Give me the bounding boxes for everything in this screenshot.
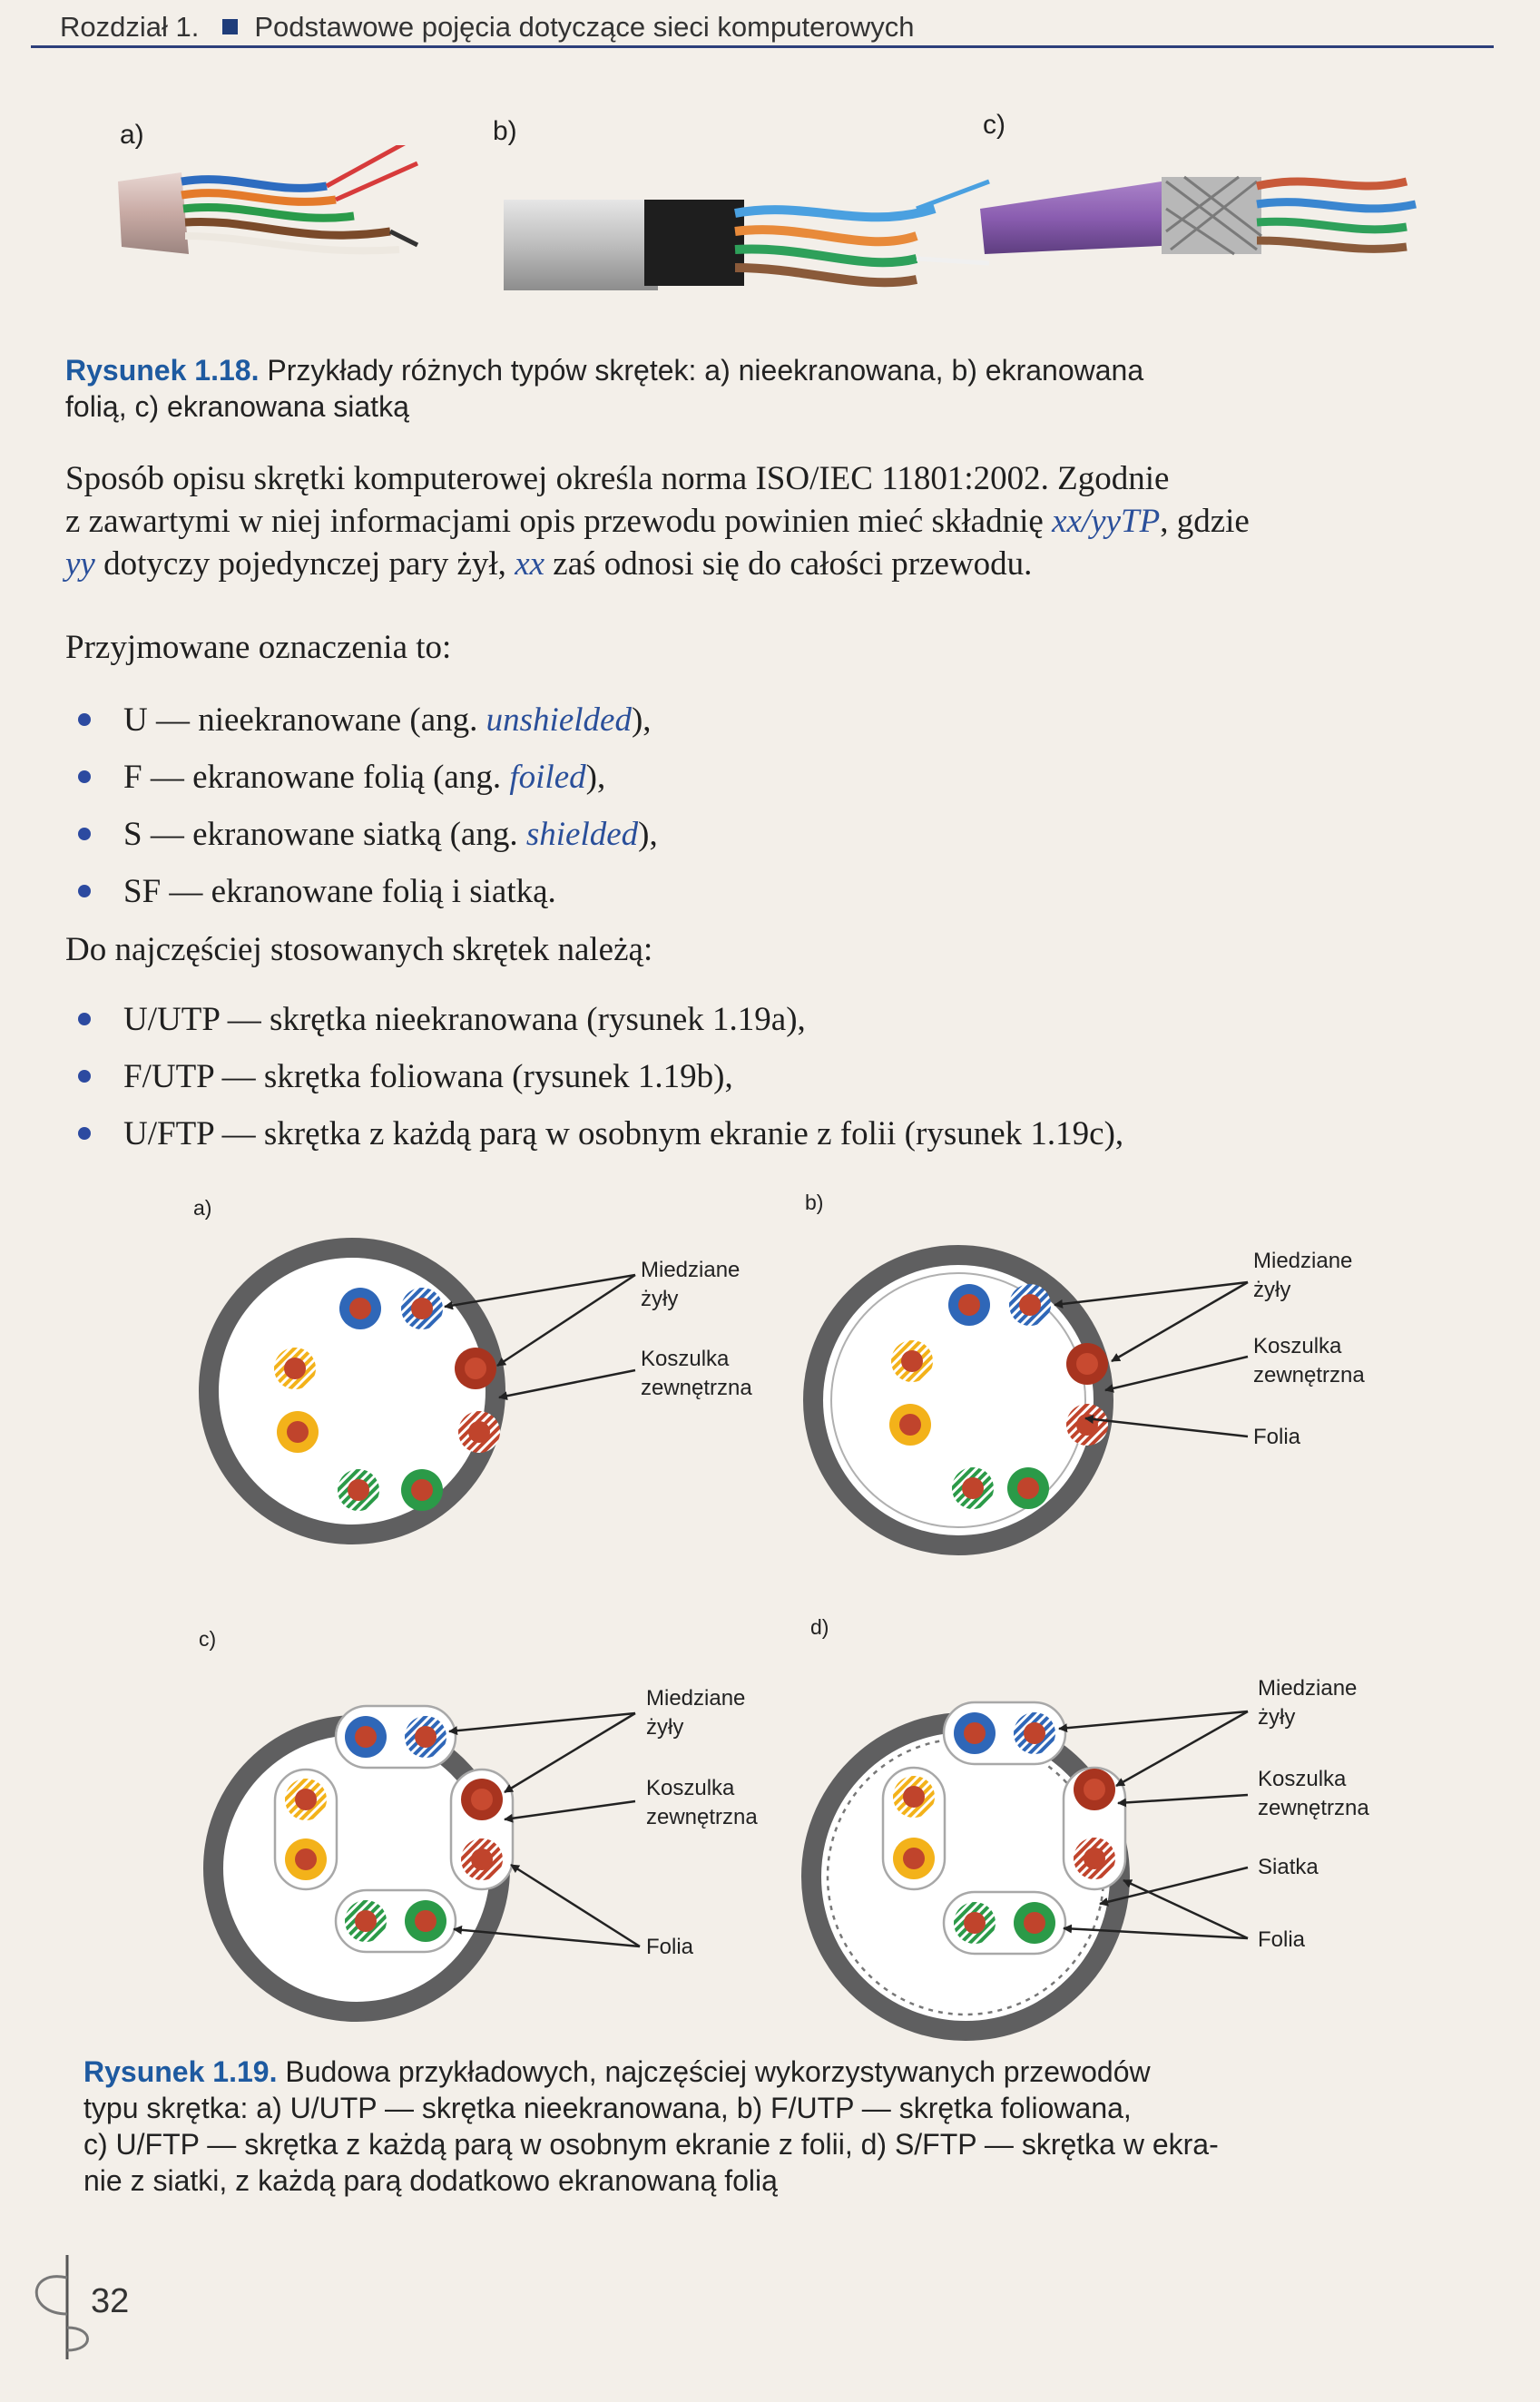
- caption-text: folią, c) ekranowana siatką: [65, 390, 409, 423]
- diagram-u-utp: [209, 1248, 635, 1534]
- header-rule: [31, 45, 1494, 48]
- figure-caption-1-18: [65, 352, 1481, 425]
- common-intro: Do najczęściej stosowanych skrętek należą:: [65, 931, 653, 968]
- callout-copper-wires: Miedziane żyły: [1258, 1676, 1358, 1730]
- cable-photos: [118, 145, 1497, 299]
- caption-text: c) U/FTP — skrętka z każdą parą w osobnym ekranie z folii, d) S/FTP — skrętka w ekra-: [83, 2128, 1219, 2161]
- callout-foil: Folia: [1253, 1425, 1301, 1449]
- bullet-icon: [78, 713, 91, 726]
- callout-copper-wires: Miedziane żyły: [641, 1258, 741, 1311]
- bullet-icon: [78, 1127, 91, 1140]
- bullet-icon: [78, 1070, 91, 1083]
- diagram-label-c: c): [199, 1627, 217, 1651]
- running-header: [60, 11, 915, 44]
- figure-caption-1-19: [83, 2054, 1508, 2199]
- diagram-label-a: a): [193, 1196, 212, 1220]
- list-item: F — ekranowane folią (ang. foiled),: [65, 749, 1481, 806]
- list-item: U/UTP — skrętka nieekranowana (rysunek 1.19a),: [65, 991, 1499, 1048]
- callout-foil: Folia: [646, 1935, 694, 1959]
- designations-list: [65, 691, 1481, 920]
- caption-text: nie z siatki, z każdą parą dodatkowo ekranowaną folią: [83, 2164, 778, 2197]
- paragraph-line: yy dotyczy pojedynczej pary żył, xx zaś odnosi się do całości przewodu.: [65, 545, 1033, 583]
- diagram-f-utp: [813, 1255, 1248, 1545]
- diagram-u-ftp: [213, 1706, 640, 2012]
- callout-outer-jacket: Koszulka zewnętrzna: [1258, 1767, 1369, 1820]
- caption-text: typu skrętka: a) U/UTP — skrętka nieekranowana, b) F/UTP — skrętka foliowana,: [83, 2092, 1132, 2124]
- caption-text: Budowa przykładowych, najczęściej wykorzystywanych przewodów: [285, 2055, 1151, 2088]
- callout-outer-jacket: Koszulka zewnętrzna: [1253, 1334, 1365, 1387]
- page-number: 32: [91, 2282, 130, 2320]
- caption-number: Rysunek 1.19.: [83, 2055, 278, 2088]
- list-item: SF — ekranowane folią i siatką.: [65, 863, 1481, 920]
- callout-braid: Siatka: [1258, 1855, 1319, 1879]
- common-cables-list: [65, 991, 1499, 1162]
- list-item: U — nieekranowane (ang. unshielded),: [65, 691, 1481, 749]
- diagram-s-ftp: [811, 1702, 1248, 2031]
- paragraph-line: z zawartymi w niej informacjami opis przewodu powinien mieć składnię xx/yyTP, gdzie: [65, 503, 1250, 540]
- designations-intro: Przyjmowane oznaczenia to:: [65, 629, 452, 666]
- callout-copper-wires: Miedziane żyły: [1253, 1249, 1353, 1302]
- bullet-icon: [78, 770, 91, 783]
- paragraph-norm: [65, 457, 1499, 585]
- paragraph-line: Sposób opisu skrętki komputerowej określa norma ISO/IEC 11801:2002. Zgodnie: [65, 460, 1170, 497]
- bullet-icon: [78, 828, 91, 840]
- callout-outer-jacket: Koszulka zewnętrzna: [641, 1347, 752, 1400]
- caption-text: Przykłady różnych typów skrętek: a) nieekranowana, b) ekranowana: [267, 354, 1144, 387]
- photo-label-c: c): [983, 110, 1005, 140]
- caption-number: Rysunek 1.18.: [65, 354, 260, 387]
- bullet-icon: [78, 1013, 91, 1025]
- list-item: S — ekranowane siatką (ang. shielded),: [65, 806, 1481, 863]
- photo-label-a: a): [120, 120, 144, 150]
- bullet-icon: [78, 885, 91, 897]
- chapter-label: Rozdział 1.: [60, 11, 200, 43]
- callout-outer-jacket: Koszulka zewnętrzna: [646, 1776, 758, 1829]
- list-item: U/FTP — skrętka z każdą parą w osobnym ekranie z folii (rysunek 1.19c),: [65, 1105, 1499, 1162]
- chapter-title: Podstawowe pojęcia dotyczące sieci komputerowych: [254, 11, 915, 43]
- photo-label-b: b): [493, 116, 517, 146]
- list-item: F/UTP — skrętka foliowana (rysunek 1.19b),: [65, 1048, 1499, 1105]
- callout-copper-wires: Miedziane żyły: [646, 1686, 746, 1740]
- callout-foil: Folia: [1258, 1927, 1306, 1952]
- diagram-label-d: d): [810, 1615, 829, 1639]
- photo-braided-cable: [980, 177, 1416, 254]
- diagram-label-b: b): [805, 1191, 824, 1214]
- photo-foiled-cable: [504, 181, 989, 290]
- header-square-icon: [222, 19, 238, 34]
- photo-unshielded-cable: [118, 145, 417, 254]
